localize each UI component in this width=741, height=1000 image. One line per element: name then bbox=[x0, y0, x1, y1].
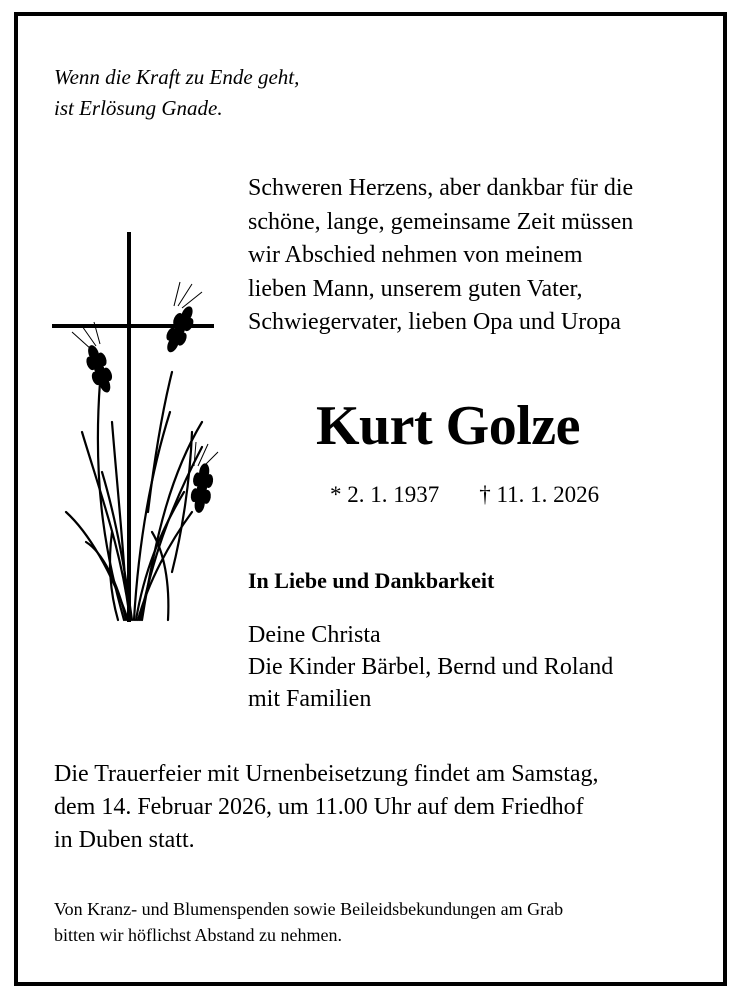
motto bbox=[54, 62, 299, 124]
mourner-line: Deine Christa bbox=[248, 622, 381, 648]
death-date: † 11. 1. 2026 bbox=[479, 482, 600, 507]
notice-line: bitten wir höflichst Abstand zu nehmen. bbox=[54, 925, 342, 945]
motto-line: ist Erlösung Gnade. bbox=[54, 96, 223, 120]
announcement-line: wir Abschied nehmen von meinem bbox=[248, 242, 583, 268]
donation-notice bbox=[54, 896, 724, 948]
announcement-line: schöne, lange, gemeinsame Zeit müssen bbox=[248, 208, 634, 235]
funeral-line: Die Trauerfeier mit Urnenbeisetzung findet am Samstag, bbox=[54, 761, 599, 787]
mourners-heading: In Liebe und Dankbarkeit bbox=[248, 568, 495, 593]
funeral-line: dem 14. Februar 2026, um 11.00 Uhr auf dem Friedhof bbox=[54, 794, 584, 820]
announcement-line: Schweren Herzens, aber dankbar für die bbox=[248, 175, 634, 201]
funeral-info bbox=[54, 758, 724, 857]
mourners-list bbox=[248, 619, 613, 715]
funeral-line: in Duben statt. bbox=[54, 827, 195, 853]
mourner-line: mit Familien bbox=[248, 686, 372, 712]
deceased-name: Kurt Golze bbox=[315, 395, 581, 457]
mourner-line: Die Kinder Bärbel, Bernd und Roland bbox=[248, 654, 614, 680]
announcement-text bbox=[248, 172, 718, 340]
announcement-line: Schwiegervater, lieben Opa und Uropa bbox=[248, 309, 621, 335]
cross-with-wheat-icon bbox=[52, 232, 232, 637]
obituary-frame bbox=[14, 12, 727, 986]
birth-date: * 2. 1. 1937 bbox=[330, 482, 440, 507]
announcement-line: lieben Mann, unserem guten Vater, bbox=[248, 275, 583, 302]
life-dates bbox=[330, 482, 599, 508]
notice-line: Von Kranz- und Blumenspenden sowie Beileidsbekundungen am Grab bbox=[54, 899, 564, 919]
motto-line: Wenn die Kraft zu Ende geht, bbox=[54, 65, 300, 89]
